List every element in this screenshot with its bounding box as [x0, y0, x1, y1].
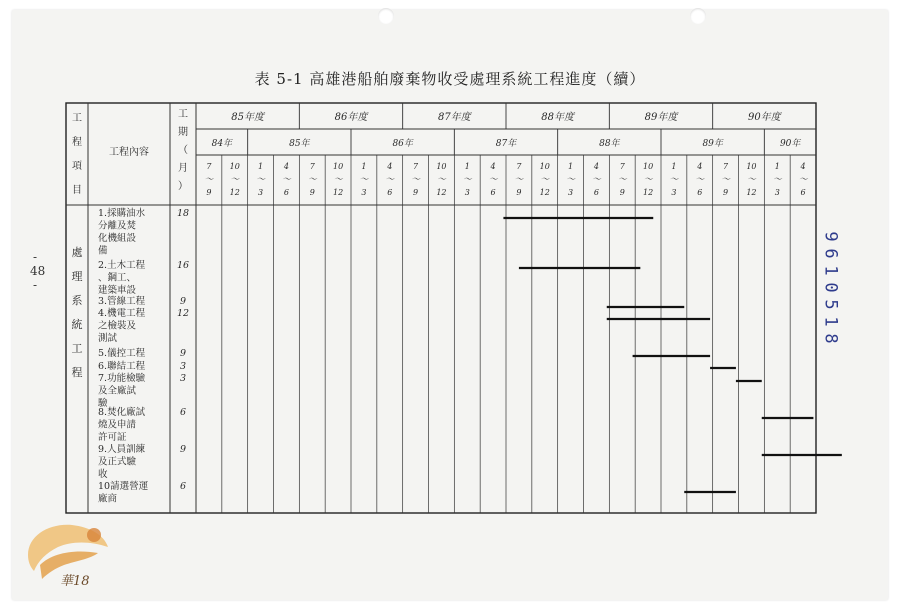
month-start: 4 — [697, 162, 703, 171]
task-duration: 9 — [179, 444, 187, 455]
header-content: 工程內容 — [109, 147, 149, 158]
month-end: 12 — [539, 188, 550, 197]
task-duration: 16 — [176, 260, 190, 271]
month-tilde: 〜 — [566, 175, 576, 185]
task-duration: 3 — [179, 373, 187, 384]
calendar-year-label: 87年 — [495, 139, 517, 149]
month-start: 10 — [746, 162, 757, 171]
header-item-char: 項 — [72, 161, 82, 172]
month-end: 12 — [642, 188, 654, 197]
task-line: 7.功能檢驗 — [98, 373, 146, 384]
month-tilde: 〜 — [488, 175, 498, 185]
task-line: 分離及焚 — [98, 220, 137, 232]
header-item-char: 目 — [72, 185, 82, 196]
task-line: 、鋼工、 — [98, 272, 137, 284]
month-end: 9 — [206, 188, 212, 197]
fiscal-year-label: 86年度 — [334, 112, 368, 123]
fiscal-year-label: 90年度 — [747, 112, 781, 123]
task-line: 廠商 — [98, 493, 118, 505]
task-line: 及全廠試 — [98, 385, 137, 397]
stamp-digit: 6 — [820, 248, 841, 259]
month-tilde: 〜 — [307, 175, 317, 185]
header-item-char: 工 — [72, 113, 82, 124]
stamp-digit: 0 — [820, 282, 841, 293]
month-start: 1 — [774, 162, 780, 171]
month-start: 1 — [568, 162, 574, 171]
month-start: 4 — [800, 162, 806, 171]
month-end: 3 — [774, 188, 780, 197]
month-start: 7 — [723, 162, 729, 171]
month-tilde: 〜 — [746, 175, 756, 185]
month-tilde: 〜 — [230, 175, 240, 185]
month-tilde: 〜 — [514, 175, 524, 185]
task-duration: 12 — [176, 308, 190, 319]
task-line: 驗 — [98, 398, 108, 409]
stamp-digit: 1 — [820, 265, 841, 276]
logo-handwriting: 華18 — [60, 574, 90, 589]
task-duration: 3 — [179, 361, 187, 372]
task-line: 備 — [98, 245, 108, 257]
month-end: 6 — [593, 188, 599, 197]
publisher-logo — [20, 515, 120, 593]
stamp-digit: 5 — [820, 299, 841, 310]
month-start: 7 — [413, 162, 419, 171]
table-title: 表 5-1 高雄港船舶廢棄物收受處理系統工程進度（續） — [254, 70, 646, 88]
task-line: 6.聯結工程 — [98, 361, 146, 372]
month-tilde: 〜 — [540, 175, 550, 185]
month-end: 6 — [800, 188, 806, 197]
header-item-char: 程 — [72, 137, 82, 148]
month-tilde: 〜 — [643, 175, 653, 185]
task-line: 8.焚化廠試 — [98, 407, 146, 418]
month-start: 1 — [671, 162, 677, 171]
task-duration: 6 — [179, 481, 187, 492]
task-line: 許可証 — [98, 432, 127, 443]
month-end: 3 — [568, 188, 574, 197]
month-end: 6 — [387, 188, 393, 197]
category-char: 處 — [71, 246, 83, 259]
task-line: 測試 — [98, 333, 118, 344]
category-char: 系 — [71, 294, 83, 307]
month-end: 9 — [413, 188, 419, 197]
header-duration-char: 期 — [178, 127, 188, 138]
task-line: 3.管線工程 — [98, 296, 146, 307]
category-char: 統 — [71, 318, 83, 331]
header-duration-char: 工 — [178, 109, 188, 120]
month-start: 10 — [436, 162, 447, 171]
logo-dot — [87, 528, 101, 542]
month-end: 9 — [309, 188, 315, 197]
month-end: 9 — [723, 188, 729, 197]
task-line: 收 — [98, 469, 108, 480]
month-start: 7 — [309, 162, 315, 171]
calendar-year-label: 86年 — [392, 139, 413, 149]
stamp-digit: 9 — [820, 231, 841, 242]
month-start: 1 — [361, 162, 367, 171]
month-tilde: 〜 — [669, 175, 679, 185]
calendar-year-label: 84年 — [211, 139, 233, 149]
month-tilde: 〜 — [333, 175, 343, 185]
month-tilde: 〜 — [359, 175, 369, 185]
month-end: 6 — [283, 188, 289, 197]
month-start: 10 — [229, 162, 240, 171]
task-line: 之檢裝及 — [98, 320, 137, 332]
month-end: 12 — [229, 188, 240, 197]
stamp-digit: 1 — [820, 316, 841, 327]
month-start: 10 — [642, 162, 654, 171]
category-char: 理 — [71, 270, 83, 283]
task-line: 建築車設 — [98, 285, 137, 296]
task-line: 及正式驗 — [98, 456, 137, 468]
task-line: 1.採購油水 — [98, 208, 146, 219]
calendar-year-label: 88年 — [599, 139, 620, 149]
task-line: 化機組設 — [98, 233, 137, 244]
category-char: 工 — [71, 342, 83, 355]
month-end: 3 — [361, 188, 367, 197]
task-duration: 6 — [179, 407, 187, 418]
month-end: 12 — [436, 188, 447, 197]
month-tilde: 〜 — [695, 175, 705, 185]
month-start: 4 — [283, 162, 289, 171]
month-end: 12 — [332, 188, 344, 197]
month-tilde: 〜 — [385, 175, 395, 185]
task-line: 9.人員訓練 — [98, 444, 146, 455]
header-duration-char: ） — [178, 181, 188, 192]
month-tilde: 〜 — [798, 175, 808, 185]
month-tilde: 〜 — [772, 175, 782, 185]
fiscal-year-label: 89年度 — [644, 112, 678, 123]
calendar-year-label: 85年 — [289, 139, 310, 149]
header-duration-char: 月 — [178, 163, 188, 174]
month-tilde: 〜 — [721, 175, 731, 185]
month-end: 6 — [490, 188, 496, 197]
month-tilde: 〜 — [462, 175, 472, 185]
task-line: 10請選營運 — [98, 481, 149, 492]
month-start: 7 — [516, 162, 522, 171]
stamp-digit: 8 — [820, 333, 841, 344]
month-end: 9 — [516, 188, 522, 197]
month-start: 4 — [490, 162, 496, 171]
month-end: 3 — [671, 188, 677, 197]
calendar-year-label: 89年 — [702, 139, 723, 149]
task-duration: 18 — [176, 208, 190, 219]
header-duration-char: （ — [178, 145, 188, 156]
month-end: 9 — [619, 188, 625, 197]
task-duration: 9 — [179, 348, 187, 359]
month-start: 7 — [619, 162, 625, 171]
month-end: 3 — [258, 188, 264, 197]
month-tilde: 〜 — [411, 175, 421, 185]
month-start: 10 — [539, 162, 550, 171]
month-start: 10 — [332, 162, 344, 171]
fiscal-year-label: 88年度 — [541, 112, 575, 123]
fiscal-year-label: 87年度 — [437, 112, 471, 123]
month-end: 12 — [746, 188, 757, 197]
task-duration: 9 — [179, 296, 187, 307]
month-start: 1 — [258, 162, 264, 171]
task-line: 5.儀控工程 — [98, 348, 146, 359]
fiscal-year-label: 85年度 — [231, 112, 265, 123]
task-line: 2.土木工程 — [98, 260, 146, 271]
task-line: 燒及申請 — [98, 419, 137, 431]
month-end: 6 — [697, 188, 703, 197]
page-number: - 48 - — [30, 250, 46, 292]
month-tilde: 〜 — [436, 175, 446, 185]
month-start: 7 — [206, 162, 212, 171]
category-char: 程 — [71, 366, 83, 379]
month-end: 3 — [464, 188, 470, 197]
month-start: 4 — [387, 162, 393, 171]
month-tilde: 〜 — [617, 175, 627, 185]
month-start: 4 — [593, 162, 599, 171]
task-line: 4.機電工程 — [98, 308, 146, 319]
month-tilde: 〜 — [281, 175, 291, 185]
month-tilde: 〜 — [204, 175, 214, 185]
month-tilde: 〜 — [591, 175, 601, 185]
month-start: 1 — [464, 162, 470, 171]
month-tilde: 〜 — [256, 175, 266, 185]
calendar-year-label: 90年 — [779, 139, 801, 149]
